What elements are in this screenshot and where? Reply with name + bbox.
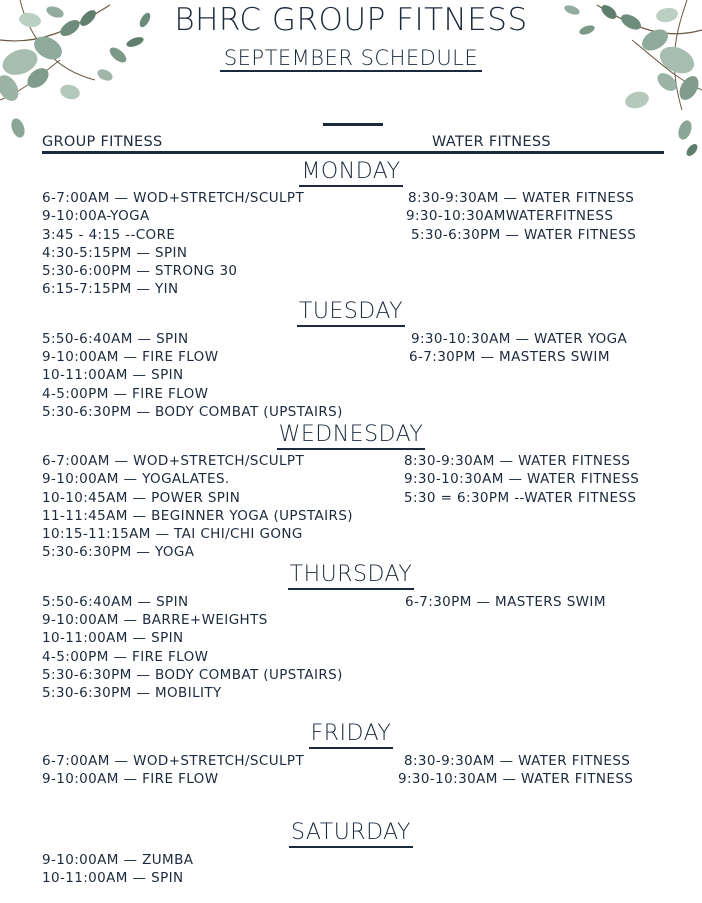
- class-item: 10-11:00AM — SPIN: [42, 870, 184, 886]
- column-heading-rule: [42, 151, 664, 154]
- day-heading-monday: [0, 159, 702, 184]
- page-title: BHRC GROUP FITNESS: [174, 2, 528, 38]
- class-item: 5:30-6:30PM — MOBILITY: [42, 685, 222, 701]
- short-divider: [323, 123, 383, 126]
- water-class-item: 9:30-10:30AMWATERFITNESS: [406, 208, 614, 224]
- page-subtitle-text: SEPTEMBER SCHEDULE: [220, 46, 482, 72]
- water-class-item: 6-7:30PM — MASTERS SWIM: [409, 349, 610, 365]
- group-fitness-heading: GROUP FITNESS: [42, 134, 163, 150]
- class-item: 4-5:00PM — FIRE FLOW: [42, 386, 209, 402]
- water-class-item: 9:30-10:30AM — WATER FITNESS: [398, 771, 634, 787]
- class-item: 9-10:00AM — FIRE FLOW: [42, 771, 219, 787]
- class-item: 9-10:00A-YOGA: [42, 208, 150, 224]
- class-item: 6-7:00AM — WOD+STRETCH/SCULPT: [42, 753, 305, 769]
- day-heading-wednesday: [0, 422, 702, 447]
- class-item: 10:15-11:15AM — TAI CHI/CHI GONG: [42, 526, 303, 542]
- class-item: 9-10:00AM — ZUMBA: [42, 852, 194, 868]
- class-item: 3:45 - 4:15 --CORE: [42, 227, 176, 243]
- class-item: 4-5:00PM — FIRE FLOW: [42, 649, 209, 665]
- class-item: 9-10:00AM — FIRE FLOW: [42, 349, 219, 365]
- class-item: 5:50-6:40AM — SPIN: [42, 594, 189, 610]
- water-fitness-heading: WATER FITNESS: [432, 134, 551, 150]
- day-name: SATURDAY: [289, 820, 413, 848]
- water-class-item: 9:30-10:30AM — WATER YOGA: [411, 331, 628, 347]
- class-item: 5:30-6:30PM — BODY COMBAT (UPSTAIRS): [42, 667, 343, 683]
- water-class-item: 8:30-9:30AM — WATER FITNESS: [404, 453, 631, 469]
- day-name: MONDAY: [299, 159, 402, 187]
- class-item: 9-10:00AM — BARRE+WEIGHTS: [42, 612, 268, 628]
- day-name: TUESDAY: [297, 299, 405, 327]
- class-item: 9-10:00AM — YOGALATES.: [42, 471, 230, 487]
- day-heading-friday: [0, 721, 702, 746]
- water-class-item: 9:30-10:30AM — WATER FITNESS: [404, 471, 640, 487]
- class-item: 5:30-6:00PM — STRONG 30: [42, 263, 238, 279]
- water-class-item: 6-7:30PM — MASTERS SWIM: [405, 594, 606, 610]
- water-class-item: 5:30-6:30PM — WATER FITNESS: [411, 227, 637, 243]
- class-item: 10-10:45AM — POWER SPIN: [42, 490, 241, 506]
- class-item: 10-11:00AM — SPIN: [42, 630, 184, 646]
- class-item: 4:30-5:15PM — SPIN: [42, 245, 188, 261]
- class-item: 10-11:00AM — SPIN: [42, 367, 184, 383]
- day-heading-saturday: [0, 820, 702, 845]
- day-name: FRIDAY: [309, 721, 394, 749]
- day-name: THURSDAY: [288, 562, 415, 590]
- class-item: 5:50-6:40AM — SPIN: [42, 331, 189, 347]
- class-item: 5:30-6:30PM — BODY COMBAT (UPSTAIRS): [42, 404, 343, 420]
- water-class-item: 8:30-9:30AM — WATER FITNESS: [408, 190, 635, 206]
- class-item: 6:15-7:15PM — YIN: [42, 281, 179, 297]
- class-item: 6-7:00AM — WOD+STRETCH/SCULPT: [42, 453, 305, 469]
- water-class-item: 8:30-9:30AM — WATER FITNESS: [404, 753, 631, 769]
- class-item: 5:30-6:30PM — YOGA: [42, 544, 195, 560]
- class-item: 6-7:00AM — WOD+STRETCH/SCULPT: [42, 190, 305, 206]
- day-heading-tuesday: [0, 299, 702, 324]
- water-class-item: 5:30 = 6:30PM --WATER FITNESS: [404, 490, 637, 506]
- day-heading-thursday: [0, 562, 702, 587]
- class-item: 11-11:45AM — BEGINNER YOGA (UPSTAIRS): [42, 508, 353, 524]
- day-name: WEDNESDAY: [277, 422, 426, 450]
- page-subtitle: [0, 46, 702, 70]
